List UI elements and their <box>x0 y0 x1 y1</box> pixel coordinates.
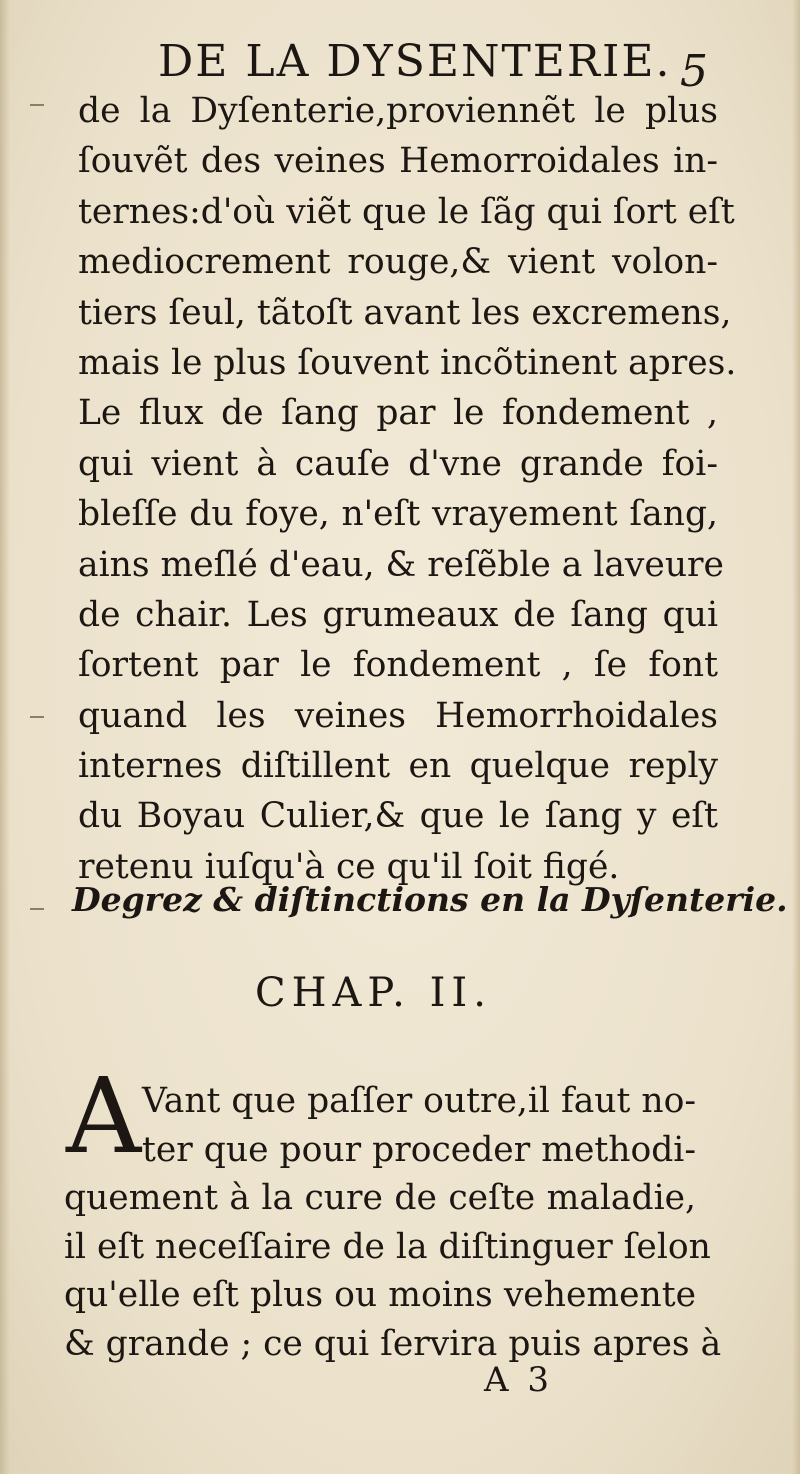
signature-mark: A 3 <box>484 1360 553 1400</box>
text-line: mediocrement rouge,& vient volon- <box>78 242 718 283</box>
text-line: Le flux de ſang par le fondement , <box>78 393 718 434</box>
text-line: ter que pour proceder methodi- <box>142 1129 696 1170</box>
page-right-edge-shadow <box>792 0 800 1474</box>
chapter-heading: CHAP. II. <box>255 970 492 1016</box>
running-title: DE LA DYSENTERIE. <box>158 36 672 87</box>
text-line: de la Dyſenterie,proviennẽt le plus <box>78 91 718 131</box>
page-left-edge-shadow <box>0 0 10 1474</box>
text-line: du Boyau Culier,& que le ſang y eſt <box>78 796 718 837</box>
margin-mark <box>30 104 44 106</box>
text-line: ternes:d'où viẽt que le ſãg qui ſort eſt <box>78 191 735 232</box>
text-line: qui vient à cauſe d'vne grande foi- <box>78 443 718 484</box>
text-line: quand les veines Hemorrhoidales <box>78 695 718 736</box>
chapter-text-block <box>64 1077 722 1369</box>
text-line: tiers ſeul, tãtoſt avant les excremens, <box>78 292 732 333</box>
text-line: & grande ; ce qui ſervira puis apres à <box>64 1323 722 1364</box>
text-line: ſortent par le fondement , ſe font <box>78 645 718 686</box>
page-number: 5 <box>680 46 708 97</box>
text-line: quement à la cure de ceſte maladie, <box>64 1178 696 1219</box>
text-line: ſouvẽt des veines Hemorroidales in- <box>78 141 718 182</box>
text-line: de chair. Les grumeaux de ſang qui <box>78 594 718 635</box>
section-rubric: Degrez & diſtinctions en la Dyſenterie. <box>72 880 788 919</box>
text-line: il eſt neceſſaire de la diſtinguer ſelon <box>64 1226 711 1267</box>
text-line: Vant que paſſer outre,il faut no- <box>142 1081 696 1121</box>
text-line: retenu iuſqu'à ce qu'il ſoit figé. <box>78 846 620 887</box>
main-text-block <box>78 86 737 892</box>
text-line: qu'elle eſt plus ou moins vehemente <box>64 1275 696 1316</box>
text-line: bleſſe du foye, n'eſt vrayement ſang, <box>78 494 718 535</box>
text-line: internes diſtillent en quelque reply <box>78 746 718 787</box>
margin-mark <box>30 908 44 910</box>
margin-mark <box>30 716 44 718</box>
drop-cap: A <box>66 1055 142 1177</box>
text-line: mais le plus ſouvent incõtinent apres. <box>78 342 737 383</box>
text-line: ains meſlé d'eau, & reſẽble a laveure <box>78 544 724 585</box>
